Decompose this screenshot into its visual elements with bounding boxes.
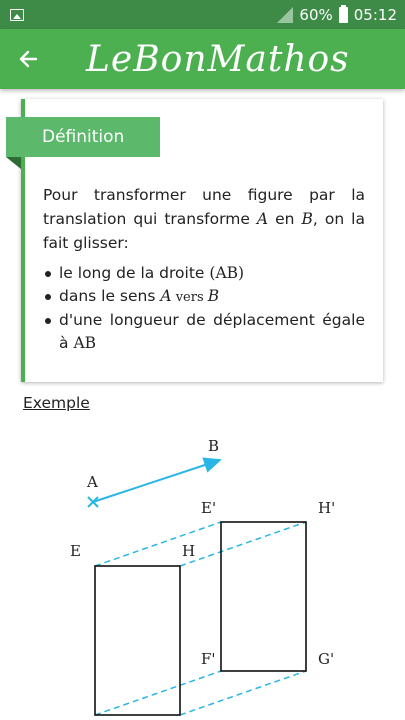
label-G-prime: G' [318,650,335,668]
bullet-direction: dans le sens A vers B [43,285,365,309]
rectangle-image [221,522,306,671]
ribbon-fold [6,157,21,169]
dash-H [180,522,306,566]
definition-ribbon: Définition [6,117,160,157]
definition-bullets [43,262,365,355]
dash-F [95,671,221,715]
battery-charging-icon [339,7,348,23]
dash-G [180,671,306,715]
gallery-icon [10,9,24,21]
label-A: A [87,473,98,491]
status-bar [0,0,405,29]
point-A-mark [88,497,98,507]
math-A: A [256,210,269,228]
label-H-prime: H' [318,499,336,517]
label-B: B [208,437,220,455]
vector-AB [93,460,220,502]
translation-figure [0,420,405,720]
definition-text [43,183,365,255]
definition-en: en [275,210,295,228]
app-title: LeBonMathos [86,38,350,80]
definition-part-1: Pour transformer une figure par la [43,186,365,204]
definition-part-2: , on la fait glisser: [43,210,365,252]
bullet-line: le long de la droite (AB) [43,262,365,285]
signal-icon [277,7,293,23]
clock: 05:12 [353,5,397,24]
battery-percent: 60% [299,5,333,24]
label-F-prime: F' [201,650,216,668]
label-E-prime: E' [201,499,217,517]
math-B: B [301,210,313,228]
back-button[interactable] [0,29,56,89]
definition-bold: translation qui transforme [43,210,250,228]
arrow-left-icon [18,49,38,69]
label-E: E [70,542,81,560]
rectangle-EFGH [95,566,180,715]
dash-E [95,522,221,566]
example-heading: Exemple [23,394,90,412]
bullet-length: d'une longueur de déplacement égale à AB [43,309,365,355]
app-bar [0,29,405,89]
label-H: H [182,542,196,560]
